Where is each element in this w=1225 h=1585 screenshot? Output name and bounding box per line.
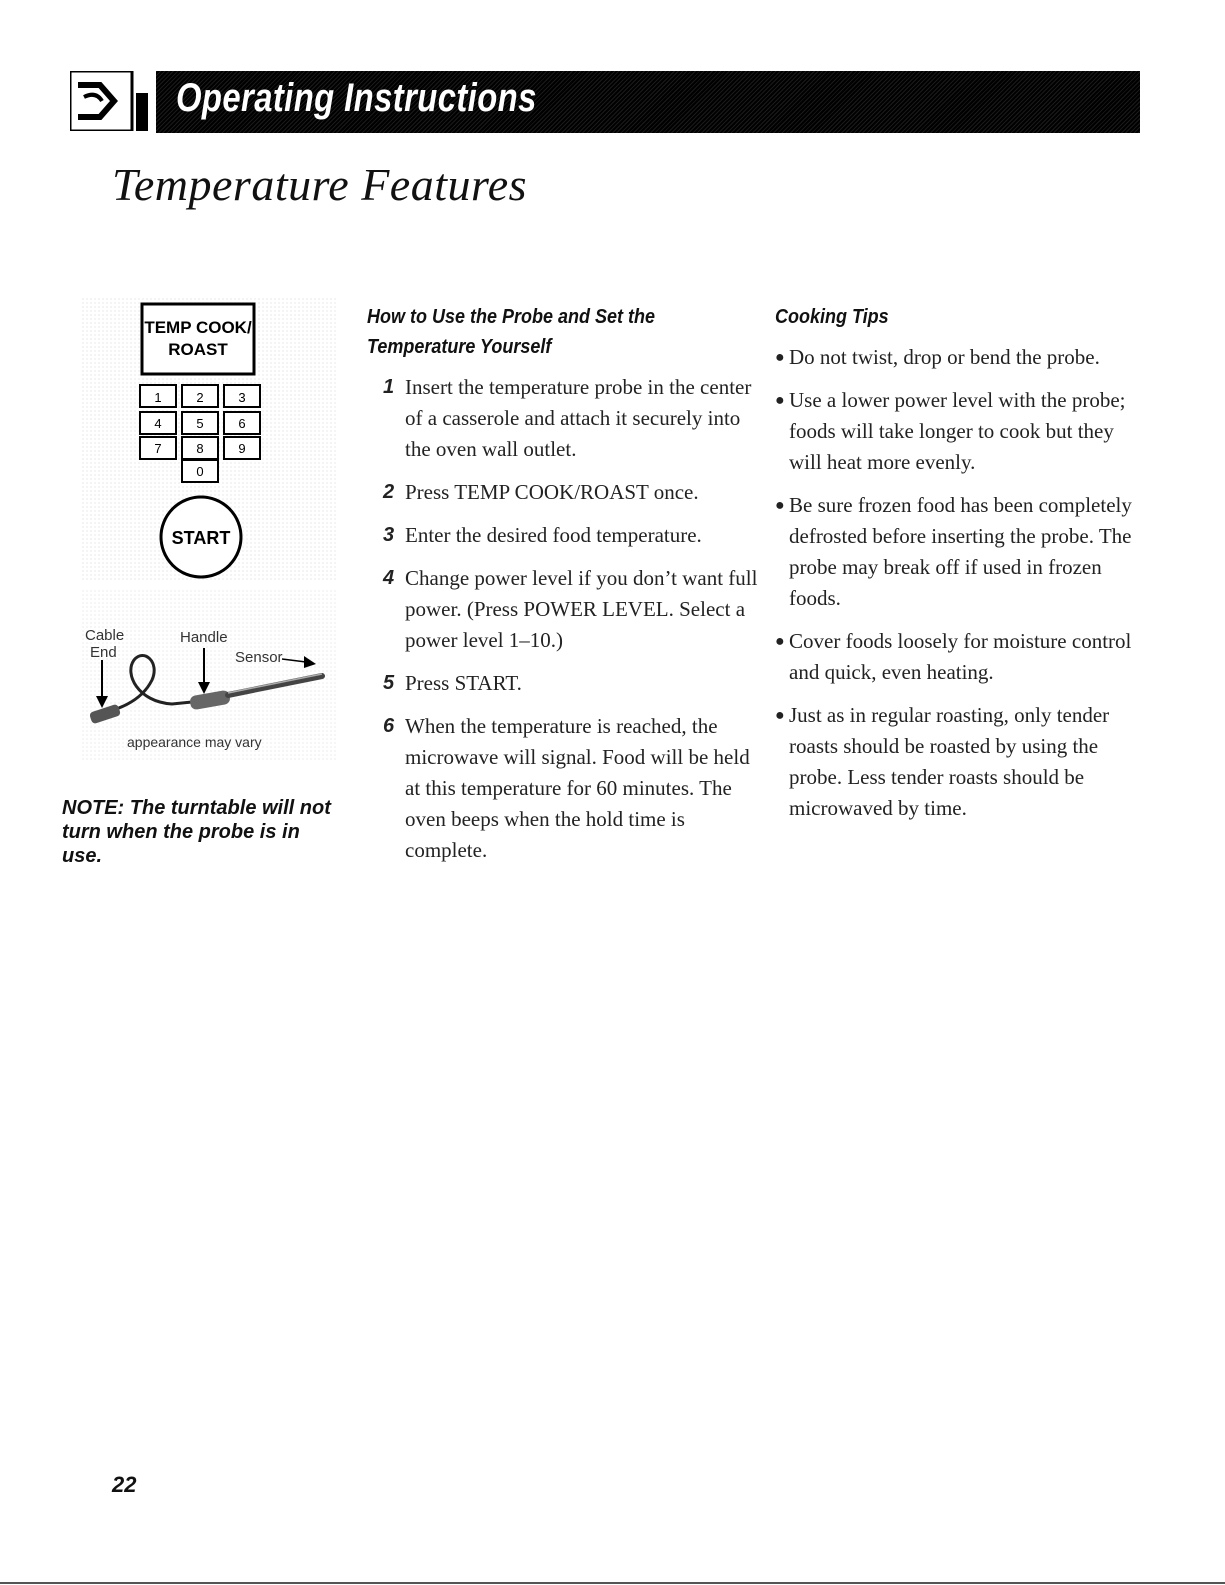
bullet-icon: ● (775, 633, 785, 650)
temperature-probe-illustration (82, 590, 337, 760)
bullet-icon: ● (775, 497, 785, 514)
tip-item (775, 700, 1145, 824)
step-number: 2 (383, 481, 395, 503)
probe-caption: appearance may vary (127, 734, 262, 750)
step-number: 4 (383, 567, 395, 589)
instructions-heading-line-2: Temperature Yourself (367, 336, 552, 358)
step-item (367, 520, 767, 551)
keypad-illustration (82, 298, 337, 580)
start-key-label: START (171, 528, 231, 548)
tip-text: Do not twist, drop or bend the probe. (789, 345, 1100, 369)
tip-text: Cover foods loosely for moisture control and quick, even heating. (789, 629, 1132, 684)
probe-instructions (367, 302, 767, 878)
key-5-label: 5 (196, 416, 204, 431)
instructions-heading-line-1: How to Use the Probe and Set the (367, 306, 656, 328)
page-title: Temperature Features (112, 159, 528, 210)
handle-label: Handle (180, 629, 228, 646)
key-2-label: 2 (196, 390, 204, 405)
step-text: Press START. (405, 671, 522, 695)
tip-item (775, 490, 1145, 614)
step-item (367, 477, 767, 508)
operating-instructions-icon (70, 71, 150, 131)
step-item (367, 711, 767, 866)
temp-cook-key-label-1: TEMP COOK/ (144, 318, 252, 337)
cooking-tips (775, 302, 1145, 836)
cable-end-label-1: Cable (85, 627, 125, 644)
step-text: When the temperature is reached, the microwave will signal. Food will be held at this temperature for 60 minutes. The oven beeps when the hold time is complete. (405, 714, 750, 862)
bottom-divider (0, 1582, 1225, 1584)
tip-text: Just as in regular roasting, only tender roasts should be roasted by using the probe. Less tender roasts should be microwaved by time. (789, 703, 1110, 820)
bullet-icon: ● (775, 707, 785, 724)
step-text: Enter the desired food temperature. (405, 523, 702, 547)
key-8-label: 8 (196, 441, 204, 456)
key-6-label: 6 (238, 416, 246, 431)
tips-heading: Cooking Tips (775, 306, 889, 328)
key-7-label: 7 (154, 441, 162, 456)
step-item (367, 563, 767, 656)
sensor-label: Sensor (235, 649, 283, 666)
tip-item (775, 342, 1145, 373)
cable-end-label-2: End (90, 644, 117, 661)
key-9-label: 9 (238, 441, 246, 456)
bullet-icon: ● (775, 349, 785, 366)
step-item (367, 668, 767, 699)
step-text: Change power level if you don’t want full power. (Press POWER LEVEL. Select a power level 1–10.) (405, 566, 758, 652)
step-number: 1 (383, 376, 395, 398)
tip-item (775, 385, 1145, 478)
bullet-icon: ● (775, 392, 785, 409)
tip-text: Be sure frozen food has been completely defrosted before inserting the probe. The probe may break off if used in frozen foods. (789, 493, 1132, 610)
step-text: Insert the temperature probe in the center of a casserole and attach it securely into the oven wall outlet. (405, 375, 752, 461)
tip-item (775, 626, 1145, 688)
key-1-label: 1 (154, 390, 162, 405)
key-4-label: 4 (154, 416, 162, 431)
key-0-label: 0 (196, 464, 204, 479)
step-number: 3 (383, 524, 395, 546)
step-item (367, 372, 767, 465)
key-3-label: 3 (238, 390, 246, 405)
turntable-note: NOTE: The turntable will not turn when the probe is in use. (62, 797, 331, 867)
temp-cook-key-label-2: ROAST (168, 340, 228, 359)
step-number: 6 (383, 715, 395, 737)
step-text: Press TEMP COOK/ROAST once. (405, 480, 699, 504)
tip-text: Use a lower power level with the probe; foods will take longer to cook but they will heat more evenly. (789, 388, 1126, 474)
temp-cook-roast-key (142, 304, 254, 374)
step-number: 5 (383, 672, 395, 694)
section-title: Operating Instructions (176, 76, 537, 120)
page-number: 22 (112, 1472, 137, 1497)
instructions-heading (367, 302, 727, 362)
